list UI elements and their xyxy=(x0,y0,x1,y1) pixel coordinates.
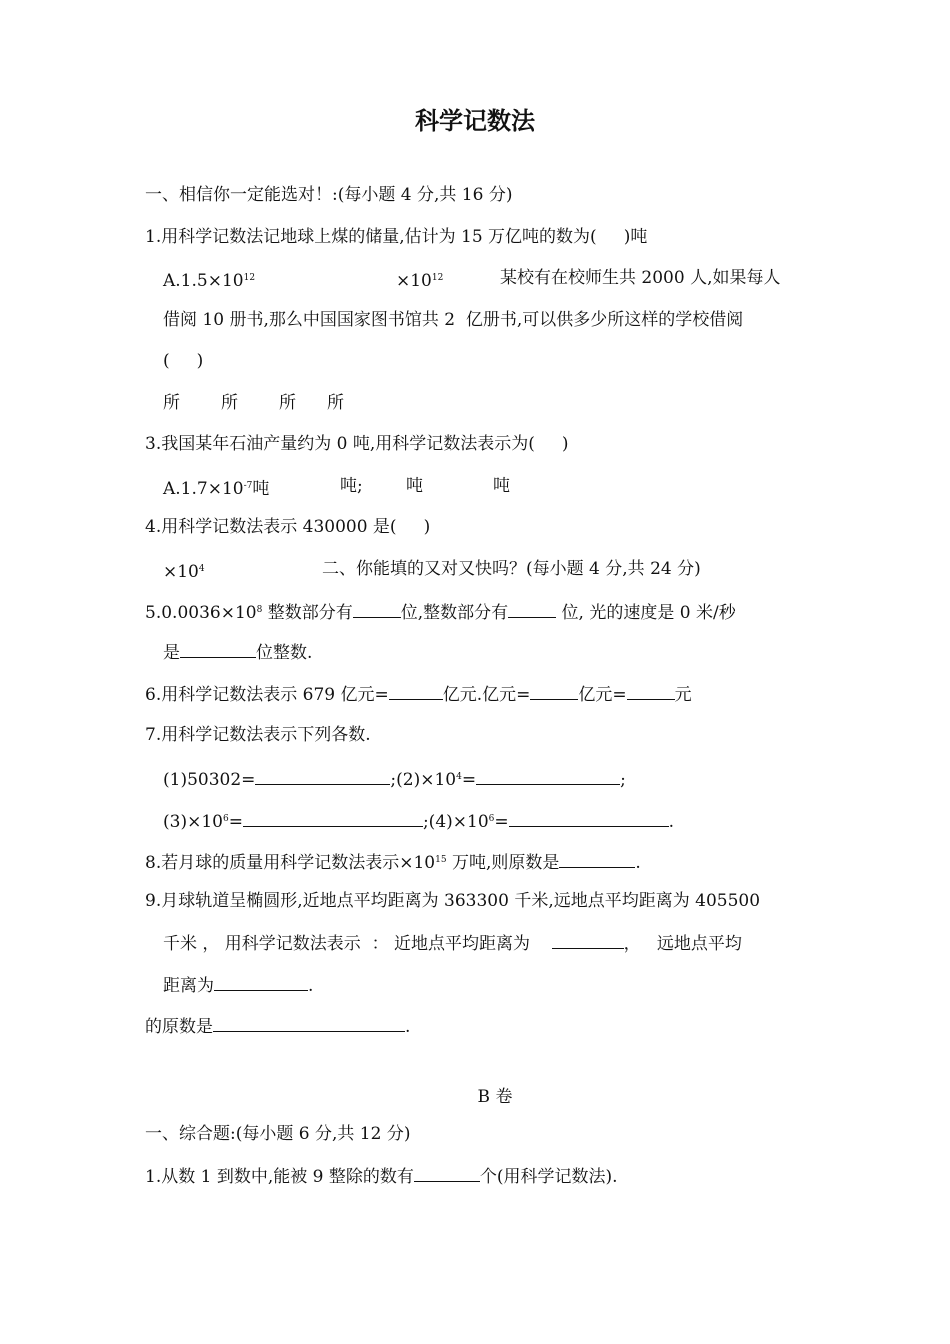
question-7-row1: $(1)50302= ;(2)\times 10^4=$ ; xyxy=(163,770,626,790)
q1-option-b: $\times 10^{12}$ xyxy=(396,271,444,291)
q3-option-c: 吨 xyxy=(406,476,423,496)
question-9-line3: 距离为 . xyxy=(163,976,314,996)
q9-blank-2[interactable] xyxy=(214,974,308,991)
b-q1-blank[interactable] xyxy=(414,1165,480,1182)
question-2-start: 某校有在校师生共 2000 人,如果每人 xyxy=(500,268,781,288)
question-2-line2: 借阅 10 册书,那么中国国家图书馆共 2 亿册书,可以供多少所这样的学校借阅 xyxy=(163,310,744,330)
q2-option-d: 所 xyxy=(327,393,344,413)
question-5-line1: $5.0.0036\times 10^8$ 整数部分有 位,整数部分有 位, 光的速度是 0 米/秒 xyxy=(145,603,736,623)
q10-blank[interactable] xyxy=(213,1015,405,1032)
question-5-line2: 是 位整数. xyxy=(163,643,313,663)
q3-option-d: 吨 xyxy=(493,476,510,496)
question-3: 3.我国某年石油产量约为 0 吨,用科学记数法表示为( ) xyxy=(145,434,569,454)
question-1: 1.用科学记数法记地球上煤的储量,估计为 15 万亿吨的数为( )吨 xyxy=(145,227,648,247)
question-2-paren: ( ) xyxy=(163,351,204,371)
section-b-title: B 卷 xyxy=(477,1087,513,1107)
question-7: 7.用科学记数法表示下列各数. xyxy=(145,725,371,745)
section-a-header: 一、相信你一定能选对！:(每小题 4 分,共 16 分) xyxy=(145,185,513,205)
q7-blank-2[interactable] xyxy=(476,768,620,785)
q5-blank-3[interactable] xyxy=(180,641,256,658)
q2-option-b: 所 xyxy=(221,393,238,413)
q2-option-a: 所 xyxy=(163,393,180,413)
q3-option-b: 吨; xyxy=(340,476,363,496)
b-section-header: 一、综合题:(每小题 6 分,共 12 分) xyxy=(145,1124,411,1144)
b-question-1: 1.从数 1 到数中,能被 9 整除的数有 个(用科学记数法). xyxy=(145,1167,618,1187)
question-10: 的原数是 . xyxy=(145,1017,411,1037)
q7-blank-1[interactable] xyxy=(255,768,390,785)
question-7-row2: $(3)\times 10^6=$ $;(4)\times 10^6=$ . xyxy=(163,812,675,832)
q6-blank-2[interactable] xyxy=(530,683,578,700)
q4-option: $\times 10^4$ xyxy=(163,562,205,582)
question-8: 8.若月球的质量用科学记数法表示$\times 10^{15}$ 万吨,则原数是 . xyxy=(145,853,641,873)
q5-blank-1[interactable] xyxy=(353,601,401,618)
q1-option-a: $A.1.5\times 10^{12}$ xyxy=(163,271,256,291)
question-9-line1: 9.月球轨道呈椭圆形,近地点平均距离为 363300 千米,远地点平均距离为 405500 xyxy=(145,891,761,911)
section-b-header: 二、你能填的又对又快吗？(每小题 4 分,共 24 分) xyxy=(322,559,701,579)
q8-blank[interactable] xyxy=(559,851,635,868)
q7-blank-4[interactable] xyxy=(509,810,669,827)
q3-option-a: $A.1.7\times 10^{-7}$吨 xyxy=(163,479,270,499)
q5-blank-2[interactable] xyxy=(508,601,556,618)
q7-blank-3[interactable] xyxy=(243,810,423,827)
q9-blank-1[interactable] xyxy=(552,932,624,949)
document-title: 科学记数法 xyxy=(415,107,535,135)
question-9-line2: 千米 ， 用科学记数法表示 ： 近地点平均距离为 ， 远地点平均 xyxy=(163,934,742,954)
q6-blank-3[interactable] xyxy=(627,683,675,700)
question-4: 4.用科学记数法表示 430000 是( ) xyxy=(145,517,431,537)
q6-blank-1[interactable] xyxy=(389,683,443,700)
question-6: 6.用科学记数法表示 679 亿元= 亿元.亿元= 亿元= 元 xyxy=(145,685,692,705)
q2-option-c: 所 xyxy=(279,393,296,413)
